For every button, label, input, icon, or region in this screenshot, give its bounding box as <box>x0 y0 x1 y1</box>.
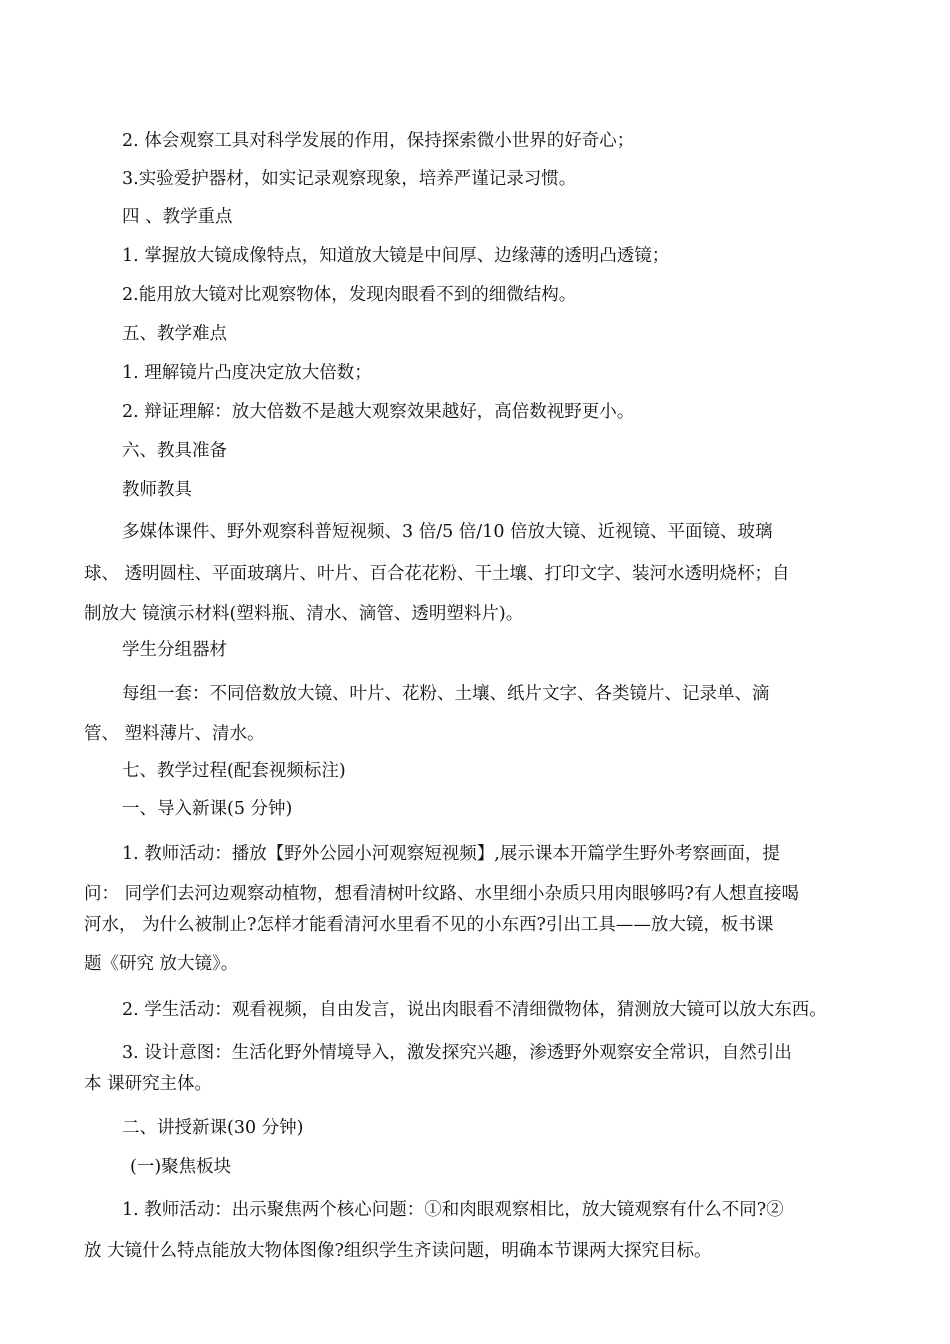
intro-teacher-line-1: 1. 教师活动：播放【野外公园小河观察短视频】,展示课本开篇学生野外考察画面，提 <box>122 844 780 864</box>
subheading-intro: 一、导入新课(5 分钟) <box>122 799 293 819</box>
focus-teacher-line-2: 放 大镜什么特点能放大物体图像?组织学生齐读问题，明确本节课两大探究目标。 <box>84 1241 712 1261</box>
section-heading-difficulties: 五、教学难点 <box>122 324 227 344</box>
intro-teacher-line-3: 河水， 为什么被制止?怎样才能看清河水里看不见的小东西?引出工具——放大镜，板书课 <box>84 915 774 935</box>
intro-design-line-1: 3. 设计意图：生活化野外情境导入，激发探究兴趣，渗透野外观察安全常识，自然引出 <box>122 1043 792 1063</box>
teacher-materials-line-3: 制放大 镜演示材料(塑料瓶、清水、滴管、透明塑料片)。 <box>84 604 524 624</box>
subheading-student-materials: 学生分组器材 <box>122 640 227 660</box>
teacher-materials-line-2: 球、 透明圆柱、平面玻璃片、叶片、百合花花粉、干土壤、打印文字、装河水透明烧杯；自 <box>84 564 790 584</box>
section-heading-key-points: 四 、教学重点 <box>122 207 233 227</box>
intro-teacher-line-4: 题《研究 放大镜》。 <box>84 954 239 974</box>
intro-teacher-line-2: 问： 同学们去河边观察动植物，想看清树叶纹路、水里细小杂质只用肉眼够吗?有人想直接喝 <box>84 884 799 904</box>
key-point-1: 1. 掌握放大镜成像特点，知道放大镜是中间厚、边缘薄的透明凸透镜； <box>122 246 670 266</box>
section-heading-process: 七、教学过程(配套视频标注) <box>122 761 346 781</box>
key-point-2: 2.能用放大镜对比观察物体，发现肉眼看不到的细微结构。 <box>122 285 577 305</box>
difficulty-2: 2. 辩证理解：放大倍数不是越大观察效果越好，高倍数视野更小。 <box>122 402 635 422</box>
teacher-materials-line-1: 多媒体课件、野外观察科普短视频、3 倍/5 倍/10 倍放大镜、近视镜、平面镜、玻璃 <box>122 522 773 542</box>
section-heading-materials: 六、教具准备 <box>122 441 227 461</box>
goal-line-3: 3.实验爱护器材，如实记录观察现象，培养严谨记录习惯。 <box>122 169 577 189</box>
student-materials-line-1: 每组一套：不同倍数放大镜、叶片、花粉、土壤、纸片文字、各类镜片、记录单、滴 <box>122 684 770 704</box>
subheading-focus: (一)聚焦板块 <box>130 1157 232 1177</box>
subheading-new-lesson: 二、讲授新课(30 分钟) <box>122 1118 304 1138</box>
goal-line-2: 2. 体会观察工具对科学发展的作用，保持探索微小世界的好奇心； <box>122 131 635 151</box>
intro-student-activity: 2. 学生活动：观看视频，自由发言，说出肉眼看不清细微物体，猜测放大镜可以放大东西。 <box>122 1000 827 1020</box>
intro-design-line-2: 本 课研究主体。 <box>84 1074 213 1094</box>
focus-teacher-line-1: 1. 教师活动：出示聚焦两个核心问题：①和肉眼观察相比，放大镜观察有什么不同?② <box>122 1200 784 1220</box>
subheading-teacher-materials: 教师教具 <box>122 480 192 500</box>
student-materials-line-2: 管、 塑料薄片、清水。 <box>84 724 265 744</box>
difficulty-1: 1. 理解镜片凸度决定放大倍数； <box>122 363 372 383</box>
